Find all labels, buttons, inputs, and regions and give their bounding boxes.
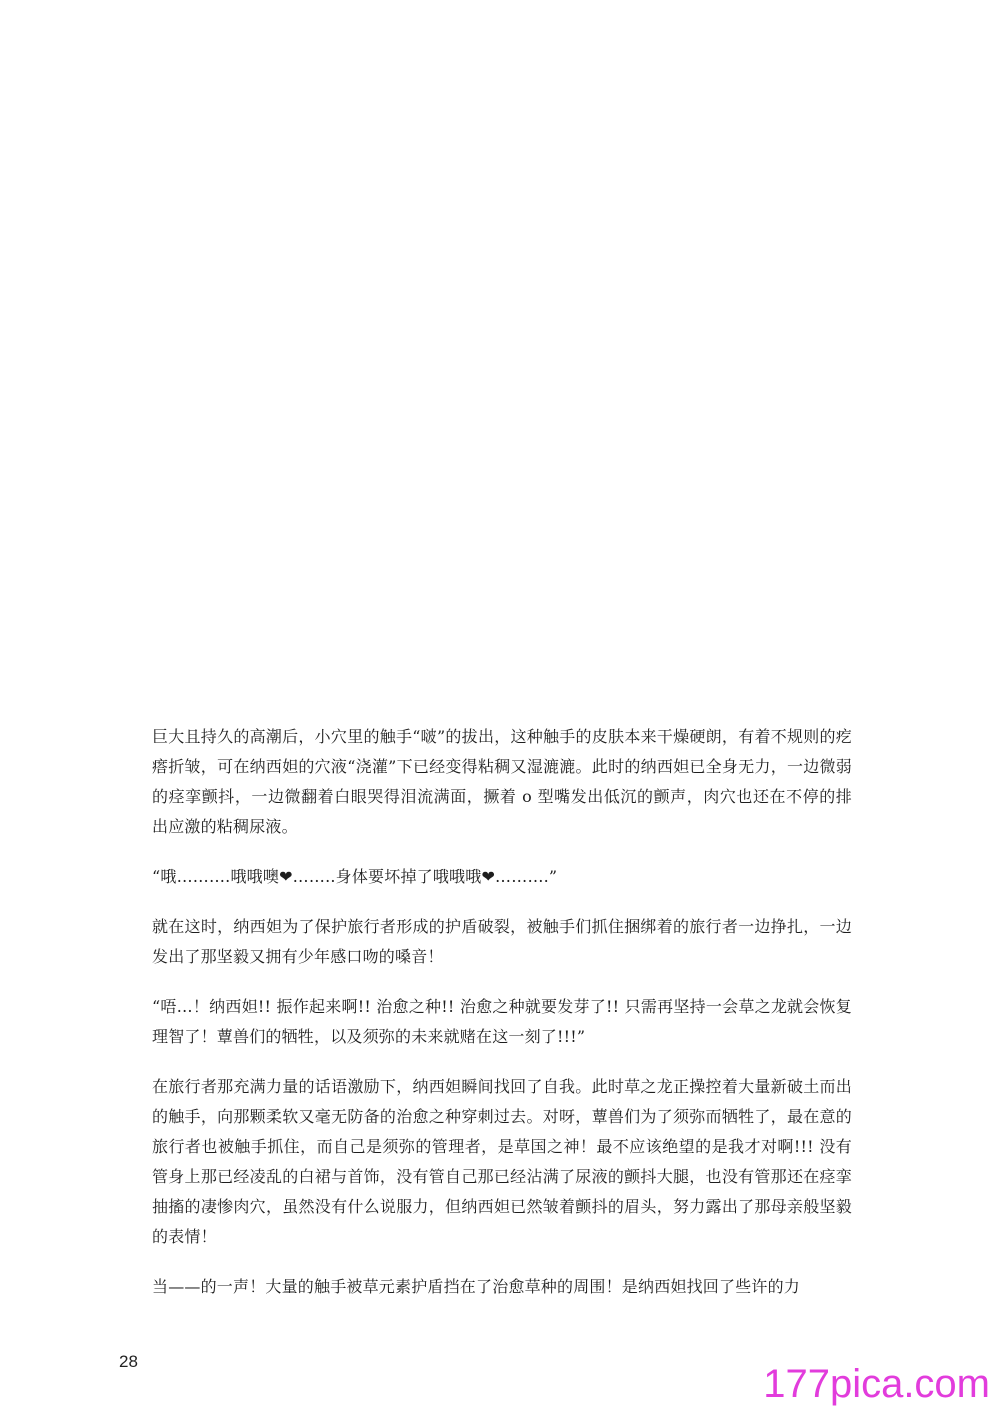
paragraph-2-dialogue: “哦……….哦哦噢❤……..身体要坏掉了哦哦哦❤……….”	[152, 867, 558, 886]
site-watermark: 177pica.com	[763, 1362, 990, 1406]
paragraph-1: 巨大且持久的高潮后，小穴里的触手“啵”的拔出，这种触手的皮肤本来干燥硬朗，有着不规则的疙瘩折皱，可在纳西妲的穴液“浇灌”下已经变得粘稠又湿漉漉。此时的纳西妲已全身无力，一边微弱的痉挛颤抖，一边微翻着白眼哭得泪流满面，撅着 o 型嘴发出低沉的颤声，肉穴也还在不停的排出应激的粘稠尿液。	[152, 727, 852, 836]
paragraph-3: 就在这时，纳西妲为了保护旅行者形成的护盾破裂，被触手们抓住捆绑着的旅行者一边挣扎，一边发出了那坚毅又拥有少年感口吻的嗓音！	[152, 917, 852, 966]
paragraph-4-dialogue: “唔…！纳西妲!! 振作起来啊!! 治愈之种!! 治愈之种就要发芽了!! 只需再坚持一会草之龙就会恢复理智了！蕈兽们的牺牲，以及须弥的未来就赌在这一刻了!!!”	[152, 997, 852, 1046]
body-text	[152, 722, 852, 1322]
page-number: 28	[119, 1352, 138, 1371]
paragraph-5: 在旅行者那充满力量的话语激励下，纳西妲瞬间找回了自我。此时草之龙正操控着大量新破土而出的触手，向那颗柔软又毫无防备的治愈之种穿刺过去。对呀，蕈兽们为了须弥而牺牲了，最在意的旅行者也被触手抓住，而自己是须弥的管理者，是草国之神！最不应该绝望的是我才对啊!!! 没有管身上那已经凌乱的白裙与首饰，没有管自己那已经沾满了尿液的颤抖大腿，也没有管那还在痉挛抽搐的凄惨肉穴，虽然没有什么说服力，但纳西妲已然皱着颤抖的眉头，努力露出了那母亲般坚毅的表情！	[152, 1077, 852, 1246]
paragraph-6: 当——的一声！大量的触手被草元素护盾挡在了治愈草种的周围！是纳西妲找回了些许的力	[152, 1277, 801, 1296]
